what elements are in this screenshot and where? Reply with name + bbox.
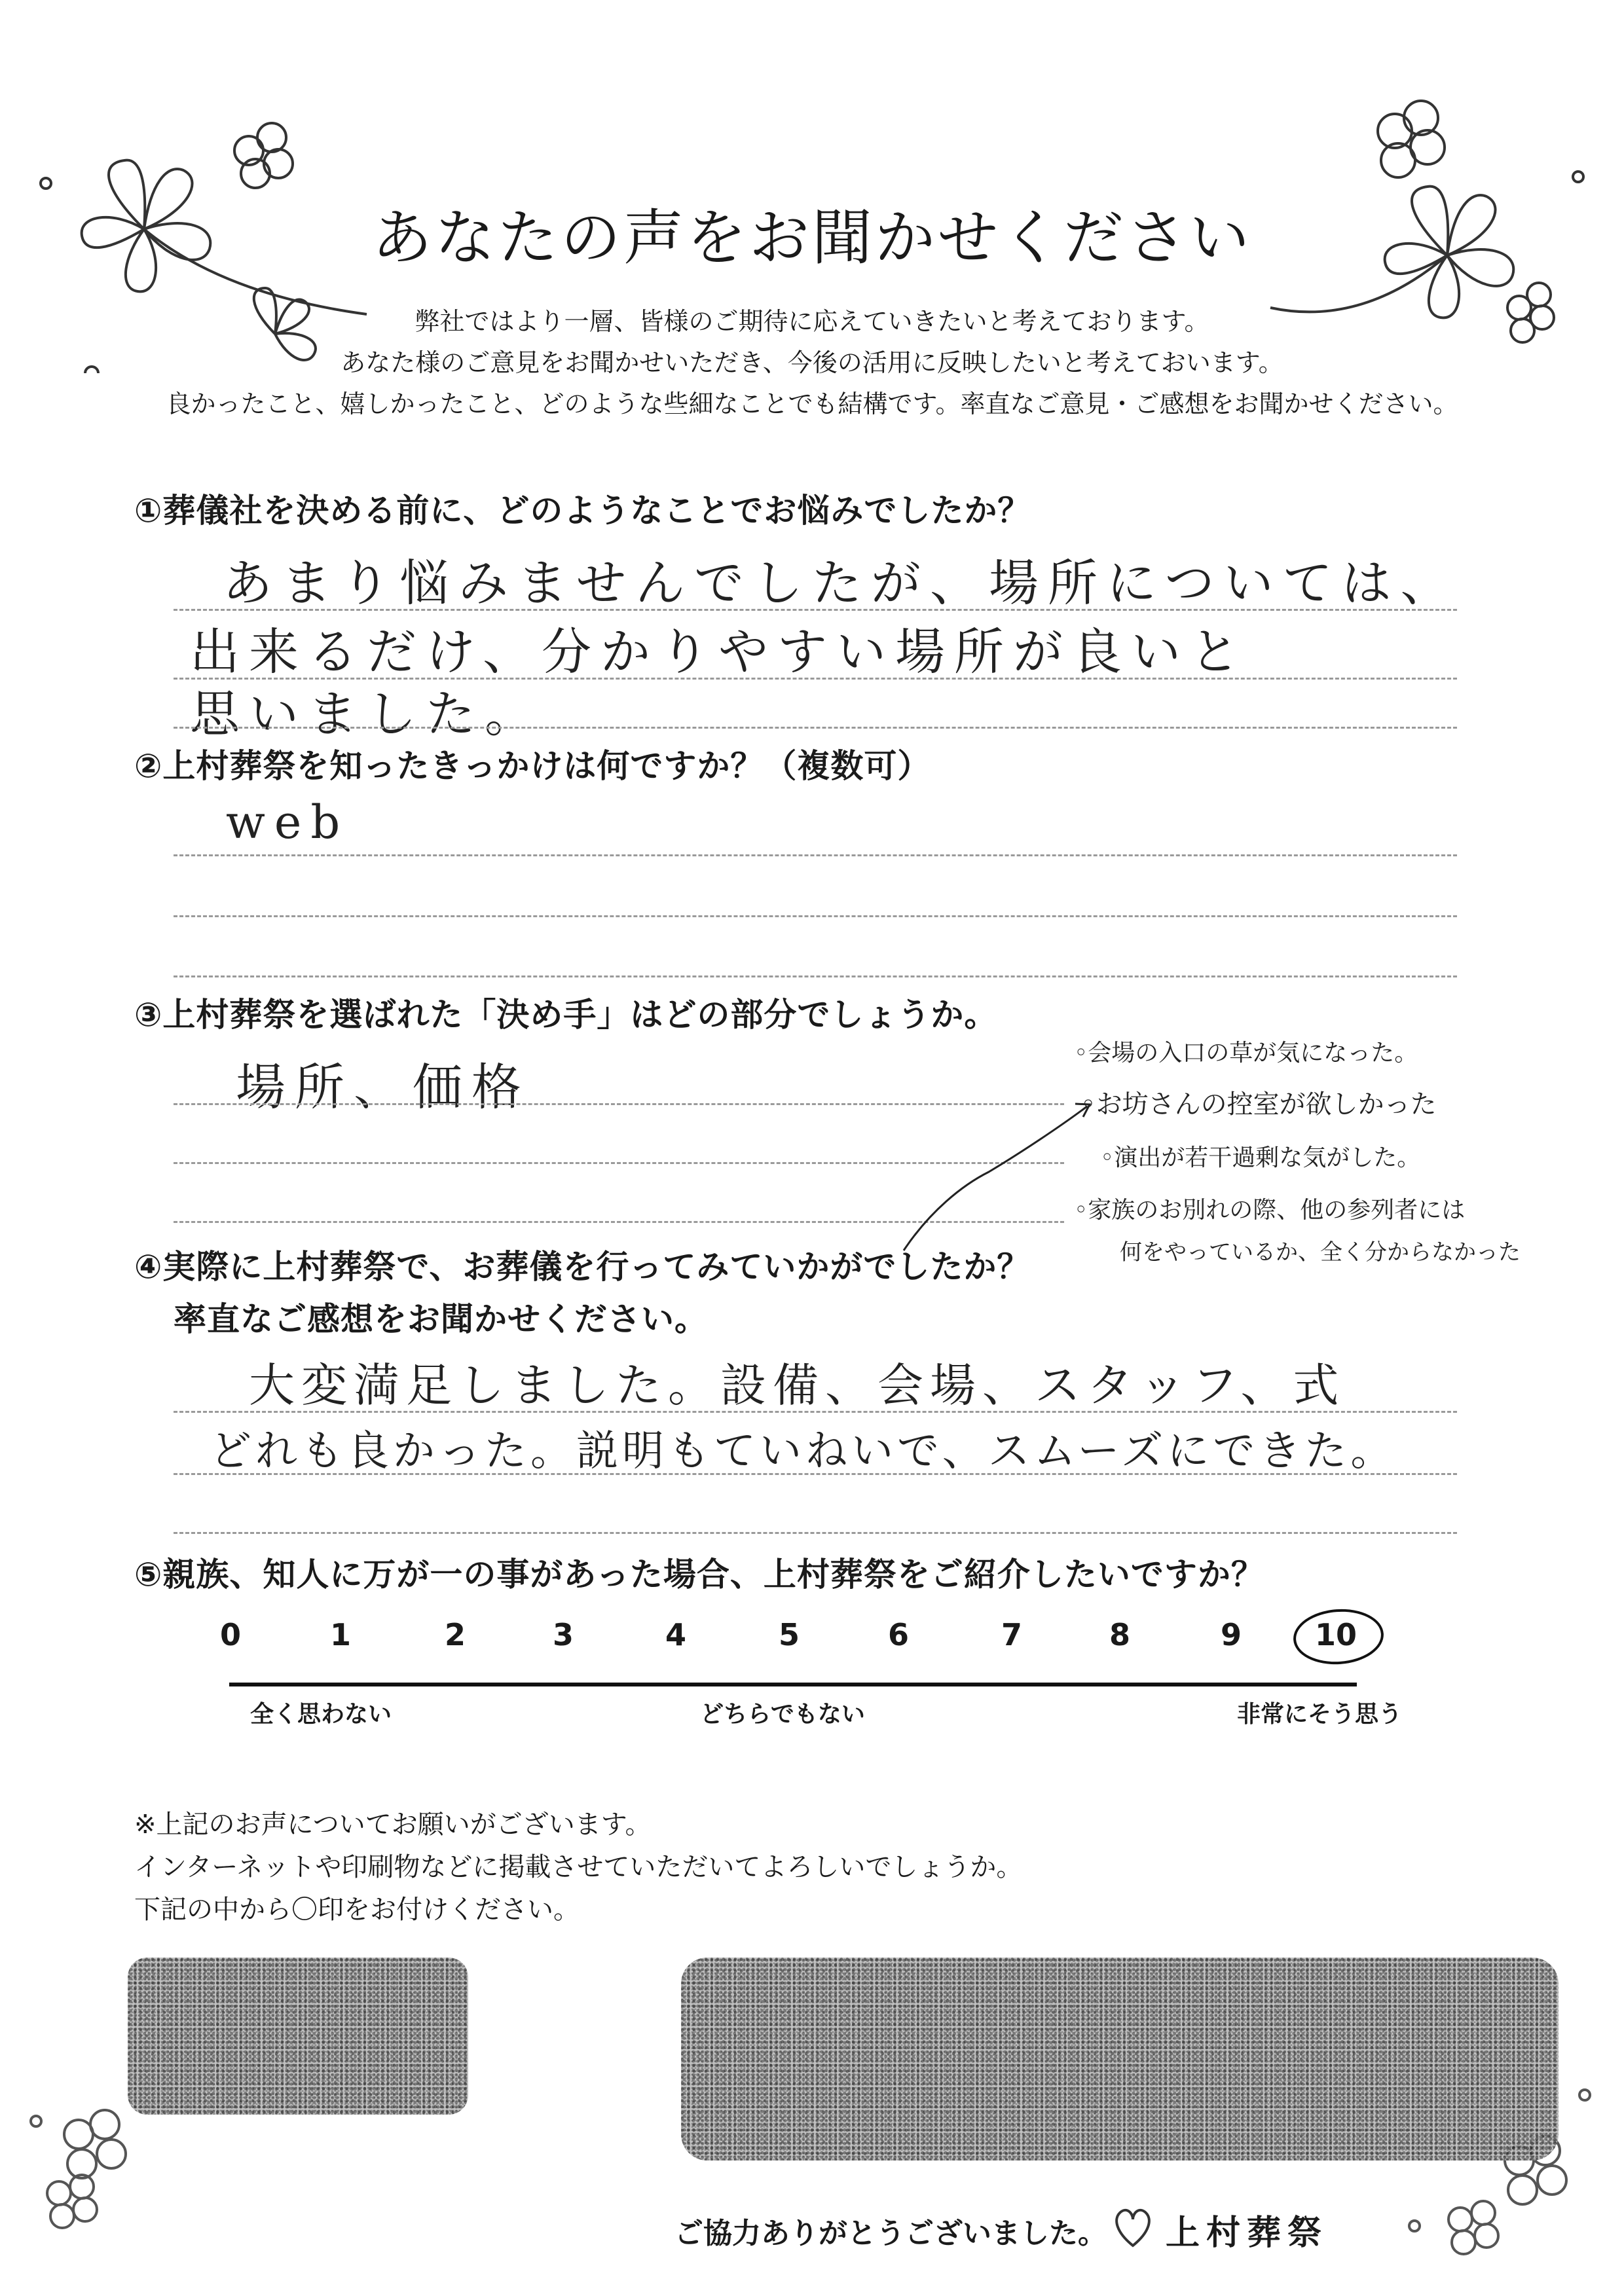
question-5: ⑤親族、知人に万が一の事があった場合、上村葬祭をご紹介したいですか？ [134, 1556, 1264, 1594]
scale-tick-9: 9 [1220, 1617, 1242, 1652]
answer-4-line-1: 大変満足しました。設備、会場、スタッフ、式 [249, 1358, 1346, 1412]
page-title: あなたの声をお聞かせください [371, 203, 1252, 273]
answer-rule [174, 1473, 1457, 1475]
answer-rule [174, 975, 1457, 977]
footer-note-3: 下記の中から〇印をお付けください。 [134, 1895, 580, 1925]
scale-label-high: 非常にそう思う [1236, 1701, 1403, 1728]
answer-rule [174, 609, 1457, 611]
redacted-area-left [128, 1958, 468, 2115]
scale-tick-3: 3 [552, 1617, 574, 1652]
annotation-arrow [891, 1087, 1107, 1257]
selected-circle-mark [1291, 1606, 1386, 1667]
intro-line-3: 良かったこと、嬉しかったこと、どのような些細なことでも結構です。率直なご意見・ご感想をお聞かせください。 [166, 390, 1458, 418]
scale-label-mid: どちらでもない [700, 1701, 865, 1728]
question-4-sub: 率直なご感想をお聞かせください。 [174, 1300, 708, 1338]
scale-tick-10: 10 [1314, 1617, 1357, 1652]
scale-tick-0: 0 [219, 1617, 242, 1652]
intro-line-2: あなた様のご意見をお聞かせいただき、今後の活用に反映したいと考えておいます。 [341, 348, 1283, 377]
intro-line-1: 弊社ではより一層、皆様のご期待に応えていきたいと考えております。 [415, 307, 1209, 336]
scale-tick-7: 7 [1001, 1617, 1023, 1652]
heart-logo-icon [1110, 2200, 1156, 2252]
answer-1-line-2: 出来るだけ、分かりやすい場所が良いと [190, 623, 1249, 681]
answer-4-line-2: どれも良かった。説明もていねいで、スムーズにできた。 [210, 1427, 1397, 1476]
scale-tick-5: 5 [778, 1617, 800, 1652]
footer-note-2: インターネットや印刷物などに掲載させていただいてよろしいでしょうか。 [134, 1852, 1023, 1882]
side-note-1: ◦会場の入口の草が気になった。 [1074, 1040, 1418, 1066]
redacted-area-right [681, 1958, 1559, 2160]
answer-rule [174, 854, 1457, 856]
scale-tick-6: 6 [887, 1617, 910, 1652]
question-1: ①葬儀社を決める前に、どのようなことでお悩みでしたか？ [134, 492, 1031, 530]
answer-rule [174, 915, 1457, 917]
answer-rule [174, 727, 1457, 729]
rating-scale [0, 1617, 1624, 1728]
scale-tick-2: 2 [444, 1617, 466, 1652]
scale-tick-8: 8 [1109, 1617, 1131, 1652]
answer-3: 場所、価格 [236, 1058, 530, 1116]
scale-tick-1: 1 [329, 1617, 352, 1652]
scale-tick-4: 4 [665, 1617, 687, 1652]
answer-rule [174, 1532, 1457, 1534]
side-note-2: ◦お坊さんの控室が欲しかった [1080, 1089, 1437, 1120]
answer-2: web [226, 795, 350, 849]
scale-line [229, 1683, 1357, 1686]
answer-1-line-1: あまり悩みませんでしたが、場所については、 [223, 554, 1460, 612]
question-3: ③上村葬祭を選ばれた「決め手」はどの部分でしょうか。 [134, 996, 998, 1034]
brand-name: 上村葬祭 [1166, 2214, 1329, 2253]
scale-label-low: 全く思わない [249, 1701, 392, 1728]
footer-note-1: ※上記のお声についてお願いがございます。 [134, 1810, 652, 1840]
side-note-3: ◦演出が若干過剰な気がした。 [1100, 1144, 1421, 1171]
side-note-4: ◦家族のお別れの際、他の参列者には [1074, 1197, 1466, 1224]
side-note-5: 何をやっているか、全く分からなかった [1120, 1239, 1521, 1266]
question-4: ④実際に上村葬祭で、お葬儀を行ってみていかがでしたか？ [134, 1248, 1031, 1286]
thanks-text: ご協力ありがとうございました。 [674, 2217, 1107, 2250]
question-2: ②上村葬祭を知ったきっかけは何ですか？（複数可） [134, 747, 931, 785]
answer-rule [174, 1411, 1457, 1413]
clover-decoration-bottom-left [20, 2095, 268, 2265]
answer-1-line-3: 思いました。 [190, 685, 544, 743]
